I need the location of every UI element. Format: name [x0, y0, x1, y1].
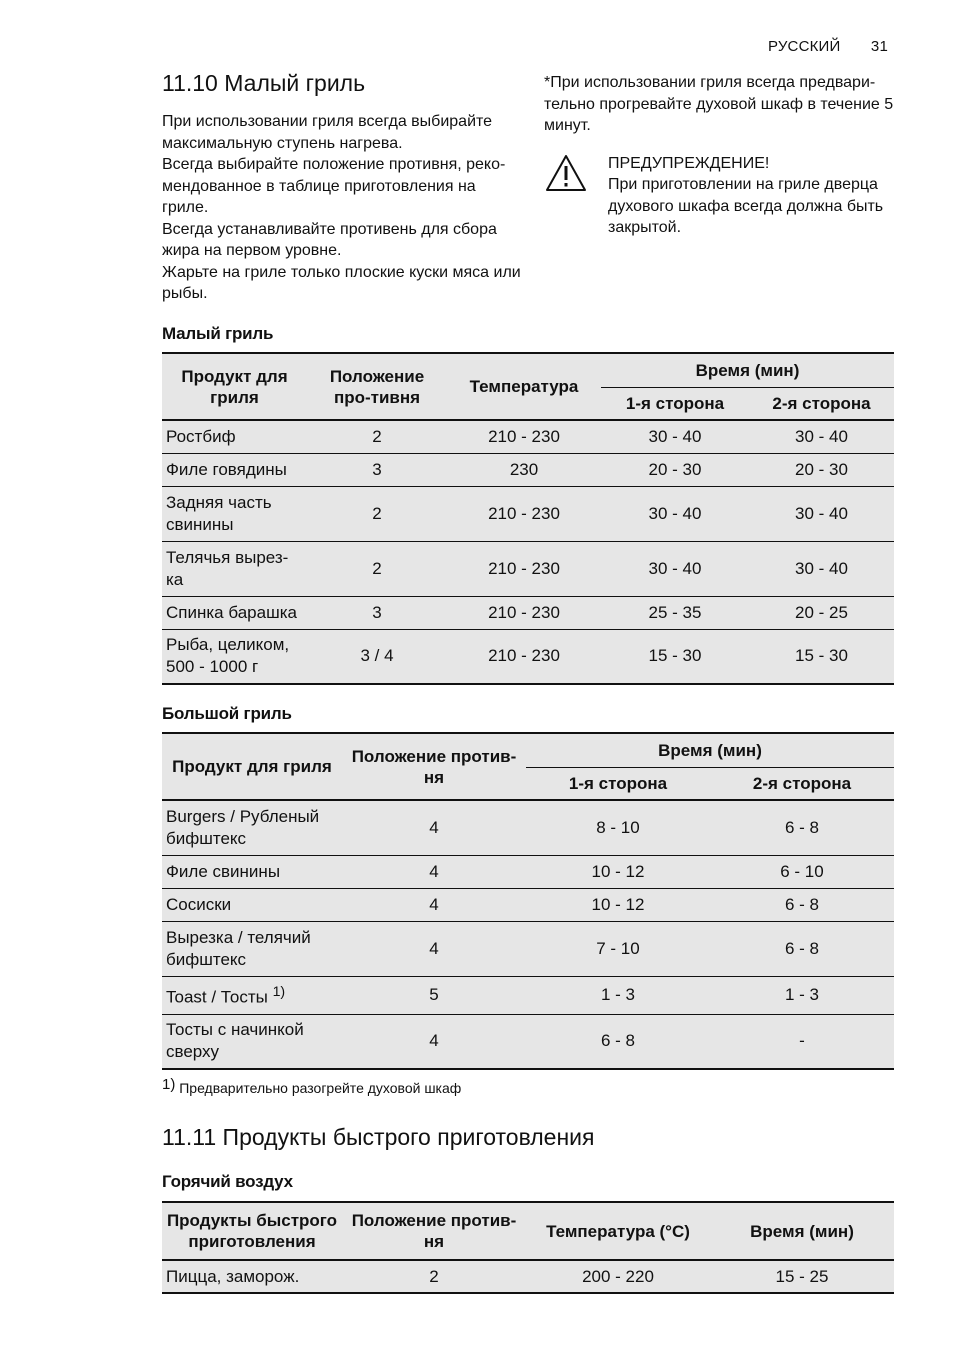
column-header-time: Время (мин): [601, 353, 894, 388]
table-row: [162, 541, 894, 596]
warning-block: [544, 153, 894, 239]
table-row: [162, 1014, 894, 1069]
column-header-side2: 2-я сторона: [749, 388, 894, 421]
time-cell: 15 - 25: [710, 1260, 894, 1293]
table-row: [162, 596, 894, 629]
paragraph: Всегда устанавливайте противень для сбора жира на первом уровне.: [162, 220, 497, 259]
product-cell: Спинка барашка: [162, 596, 307, 629]
section-title: Продукты быстрого приготовления: [222, 1124, 595, 1150]
temperature-cell: 210 - 230: [447, 596, 601, 629]
product-cell: Филе свинины: [162, 855, 342, 888]
side2-cell: 20 - 25: [749, 596, 894, 629]
product-cell: Рыба, целиком, 500 - 1000 г: [162, 629, 307, 684]
preheat-note: *При использовании гриля всегда предвари-тельно прогревайте духовой шкаф в течение 5 минут.: [544, 74, 894, 134]
section-1111-heading: [162, 1124, 594, 1151]
footnote-mark: 1): [272, 984, 286, 1001]
table-row: [162, 1260, 894, 1293]
table-row: [162, 888, 894, 921]
temperature-cell: 210 - 230: [447, 629, 601, 684]
section-number: 11.10: [162, 70, 218, 96]
position-cell: 4: [342, 855, 526, 888]
table-row: [162, 976, 894, 1014]
paragraph: Всегда выбирайте положение противня, реко-мендованное в таблице приготовления на гриле.: [162, 156, 506, 216]
section-title: Малый гриль: [224, 70, 366, 96]
page-header: [768, 38, 888, 55]
side2-cell: 6 - 8: [710, 800, 894, 855]
temperature-cell: 230: [447, 453, 601, 486]
paragraph: Жарьте на гриле только плоские куски мяса или рыбы.: [162, 263, 521, 302]
position-cell: 4: [342, 800, 526, 855]
position-cell: 3: [307, 453, 447, 486]
product-cell: Пицца, заморож.: [162, 1260, 342, 1293]
side1-cell: 7 - 10: [526, 921, 710, 976]
column-header-product: Продукты быстрого приготовления: [162, 1202, 342, 1260]
product-cell: Сосиски: [162, 888, 342, 921]
temperature-cell: 210 - 230: [447, 486, 601, 541]
large-grill-table: [162, 732, 894, 1070]
footnote: [162, 1076, 461, 1096]
side2-cell: 30 - 40: [749, 420, 894, 453]
warning-text: При приготовлении на гриле дверца духового шкафа всегда должна быть закрытой.: [608, 176, 884, 236]
column-header-time: Время (мин): [710, 1202, 894, 1260]
side1-cell: 10 - 12: [526, 855, 710, 888]
paragraph: При использовании гриля всегда выбирайте максимальную ступень нагрева.: [162, 113, 493, 152]
side1-cell: 1 - 3: [526, 976, 710, 1014]
position-cell: 3 / 4: [307, 629, 447, 684]
side2-cell: 30 - 40: [749, 486, 894, 541]
side1-cell: 30 - 40: [601, 541, 749, 596]
language-label: РУССКИЙ: [767, 38, 841, 55]
product-cell: Ростбиф: [162, 420, 307, 453]
footnote-text: Предварительно разогрейте духовой шкаф: [179, 1080, 462, 1096]
table-row: [162, 800, 894, 855]
page-number: 31: [870, 38, 888, 55]
column-header-side1: 1-я сторона: [526, 768, 710, 801]
column-header-position: Положение про-тивня: [307, 353, 447, 420]
temperature-cell: 210 - 230: [447, 420, 601, 453]
position-cell: 4: [342, 921, 526, 976]
column-header-side2: 2-я сторона: [710, 768, 894, 801]
section-number: 11.11: [162, 1124, 217, 1150]
warning-title: ПРЕДУПРЕЖДЕНИЕ!: [608, 154, 770, 172]
product-cell: Задняя часть свинины: [162, 486, 307, 541]
section-1110-left-column: [162, 70, 522, 305]
small-grill-caption: Малый гриль: [162, 324, 274, 343]
side2-cell: 15 - 30: [749, 629, 894, 684]
position-cell: 2: [307, 420, 447, 453]
product-cell: [162, 976, 342, 1014]
product-cell: Burgers / Рубленый бифштекс: [162, 800, 342, 855]
side2-cell: 6 - 10: [710, 855, 894, 888]
table-row: [162, 855, 894, 888]
side1-cell: 6 - 8: [526, 1014, 710, 1069]
table-row: [162, 486, 894, 541]
table-row: [162, 420, 894, 453]
product-cell: Телячья вырез-ка: [162, 541, 307, 596]
position-cell: 2: [307, 486, 447, 541]
position-cell: 2: [307, 541, 447, 596]
product-name: Toast / Тосты: [166, 987, 268, 1007]
side1-cell: 15 - 30: [601, 629, 749, 684]
column-header-temperature: Температура (°C): [526, 1202, 710, 1260]
side2-cell: 1 - 3: [710, 976, 894, 1014]
side2-cell: 30 - 40: [749, 541, 894, 596]
section-1110-heading: [162, 70, 522, 97]
warning-triangle-icon: [544, 153, 588, 193]
column-header-temperature: Температура: [447, 353, 601, 420]
hot-air-caption: Горячий воздух: [162, 1172, 293, 1191]
column-header-product: Продукт для гриля: [162, 353, 307, 420]
position-cell: 3: [307, 596, 447, 629]
column-header-position: Положение против-ня: [342, 733, 526, 800]
side2-cell: 6 - 8: [710, 921, 894, 976]
position-cell: 4: [342, 888, 526, 921]
warning-content: [608, 153, 894, 239]
position-cell: 4: [342, 1014, 526, 1069]
position-cell: 5: [342, 976, 526, 1014]
table-row: [162, 921, 894, 976]
side2-cell: 20 - 30: [749, 453, 894, 486]
side2-cell: -: [710, 1014, 894, 1069]
footnote-mark: 1): [162, 1076, 176, 1093]
hot-air-table: [162, 1201, 894, 1294]
side1-cell: 30 - 40: [601, 486, 749, 541]
product-cell: Тосты с начинкой сверху: [162, 1014, 342, 1069]
column-header-product: Продукт для гриля: [162, 733, 342, 800]
table-row: [162, 453, 894, 486]
position-cell: 2: [342, 1260, 526, 1293]
column-header-time: Время (мин): [526, 733, 894, 768]
product-cell: Вырезка / телячий бифштекс: [162, 921, 342, 976]
column-header-position: Положение против-ня: [342, 1202, 526, 1260]
temperature-cell: 200 - 220: [526, 1260, 710, 1293]
small-grill-table: [162, 352, 894, 685]
table-row: [162, 629, 894, 684]
section-1110-right-column: [544, 72, 894, 239]
side2-cell: 6 - 8: [710, 888, 894, 921]
column-header-side1: 1-я сторона: [601, 388, 749, 421]
side1-cell: 8 - 10: [526, 800, 710, 855]
temperature-cell: 210 - 230: [447, 541, 601, 596]
side1-cell: 30 - 40: [601, 420, 749, 453]
side1-cell: 25 - 35: [601, 596, 749, 629]
side1-cell: 20 - 30: [601, 453, 749, 486]
large-grill-caption: Большой гриль: [162, 704, 292, 723]
product-cell: Филе говядины: [162, 453, 307, 486]
side1-cell: 10 - 12: [526, 888, 710, 921]
